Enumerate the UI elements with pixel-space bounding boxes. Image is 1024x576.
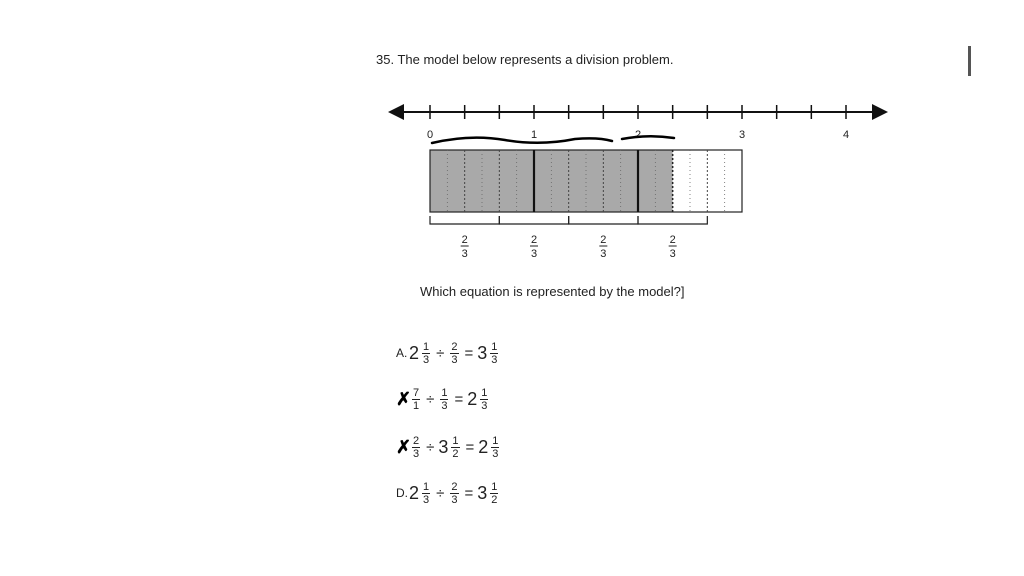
- handwritten-brace: [432, 138, 612, 143]
- whole-number: 2: [478, 436, 489, 457]
- quotient-fraction: [490, 341, 498, 366]
- tick-label: 3: [738, 129, 746, 141]
- number-line: [388, 104, 888, 141]
- group-braces: [430, 216, 707, 260]
- choice-letter: D.: [396, 486, 408, 500]
- equals-sign: =: [454, 390, 464, 408]
- divide-sign: ÷: [426, 390, 435, 408]
- whole-number: 3: [438, 436, 449, 457]
- numerator: 1: [423, 480, 430, 493]
- divide-sign: ÷: [436, 484, 445, 502]
- question-text: Which equation is represented by the model?]: [420, 284, 685, 299]
- dividend-fraction: [422, 481, 430, 506]
- denominator: 2: [452, 447, 459, 460]
- denominator: 3: [451, 353, 458, 366]
- quotient-fraction: [490, 481, 498, 506]
- denominator: 1: [413, 399, 420, 412]
- numerator: 2: [413, 434, 420, 447]
- tick-label: 4: [842, 129, 850, 141]
- denominator: 3: [423, 353, 430, 366]
- denominator: 3: [423, 493, 430, 506]
- numerator: 7: [413, 386, 420, 399]
- dividend-fraction: [422, 341, 430, 366]
- numerator: 1: [481, 386, 488, 399]
- handwritten-brace-short: [622, 136, 674, 139]
- answer-choice[interactable]: [396, 380, 490, 418]
- numerator: 1: [491, 480, 498, 493]
- numerator: 1: [441, 386, 448, 399]
- numerator: 1: [491, 340, 498, 353]
- numerator: 1: [492, 434, 499, 447]
- numerator: 2: [451, 340, 458, 353]
- group-fraction-numerator: 2: [600, 234, 607, 246]
- divisor-fraction: [440, 387, 448, 412]
- equals-sign: =: [464, 484, 474, 502]
- group-fraction-denominator: 3: [600, 248, 607, 260]
- group-brace: [430, 216, 499, 224]
- numerator: 1: [452, 434, 459, 447]
- whole-number: 2: [467, 388, 478, 409]
- tick-label: 0: [426, 129, 434, 141]
- divide-sign: ÷: [436, 344, 445, 362]
- group-fraction-numerator: 2: [461, 234, 468, 246]
- group-fraction-denominator: 3: [669, 248, 676, 260]
- equals-sign: =: [464, 344, 474, 362]
- numerator: 2: [451, 480, 458, 493]
- denominator: 3: [451, 493, 458, 506]
- denominator: 3: [492, 447, 499, 460]
- denominator: 3: [491, 353, 498, 366]
- cross-mark-icon: ✗: [396, 388, 412, 409]
- whole-number: 2: [409, 342, 420, 363]
- answer-choice[interactable]: [396, 474, 500, 512]
- group-fraction-denominator: 3: [530, 248, 538, 260]
- answer-choice[interactable]: [396, 428, 501, 466]
- group-fraction-denominator: 3: [461, 248, 468, 260]
- divide-sign: ÷: [426, 438, 435, 456]
- group-brace: [499, 216, 568, 224]
- whole-number: 3: [477, 342, 488, 363]
- cross-mark-icon: ✗: [396, 436, 412, 457]
- divisor-fraction: [451, 435, 459, 460]
- group-fraction-numerator: 2: [669, 234, 676, 246]
- quotient-fraction: [491, 435, 499, 460]
- answer-choice[interactable]: [396, 334, 500, 372]
- group-brace: [638, 216, 707, 224]
- dividend-fraction: [412, 435, 420, 460]
- whole-number: 2: [409, 482, 420, 503]
- quotient-fraction: [480, 387, 488, 412]
- denominator: 3: [441, 399, 448, 412]
- denominator: 3: [481, 399, 488, 412]
- right-arrow-icon: [872, 104, 888, 120]
- problem-title: 35. The model below represents a division problem.: [376, 52, 674, 67]
- equals-sign: =: [465, 438, 475, 456]
- denominator: 3: [413, 447, 420, 460]
- tick-label: 1: [530, 129, 538, 141]
- left-arrow-icon: [388, 104, 404, 120]
- tick-label: 2: [634, 129, 642, 141]
- group-brace: [569, 216, 638, 224]
- whole-number: 3: [477, 482, 488, 503]
- numerator: 1: [423, 340, 430, 353]
- fraction-bar: [430, 150, 742, 212]
- group-fraction-numerator: 2: [530, 234, 538, 246]
- choice-letter: A.: [396, 346, 408, 360]
- dividend-fraction: [412, 387, 420, 412]
- divisor-fraction: [450, 481, 458, 506]
- divisor-fraction: [450, 341, 458, 366]
- denominator: 2: [491, 493, 498, 506]
